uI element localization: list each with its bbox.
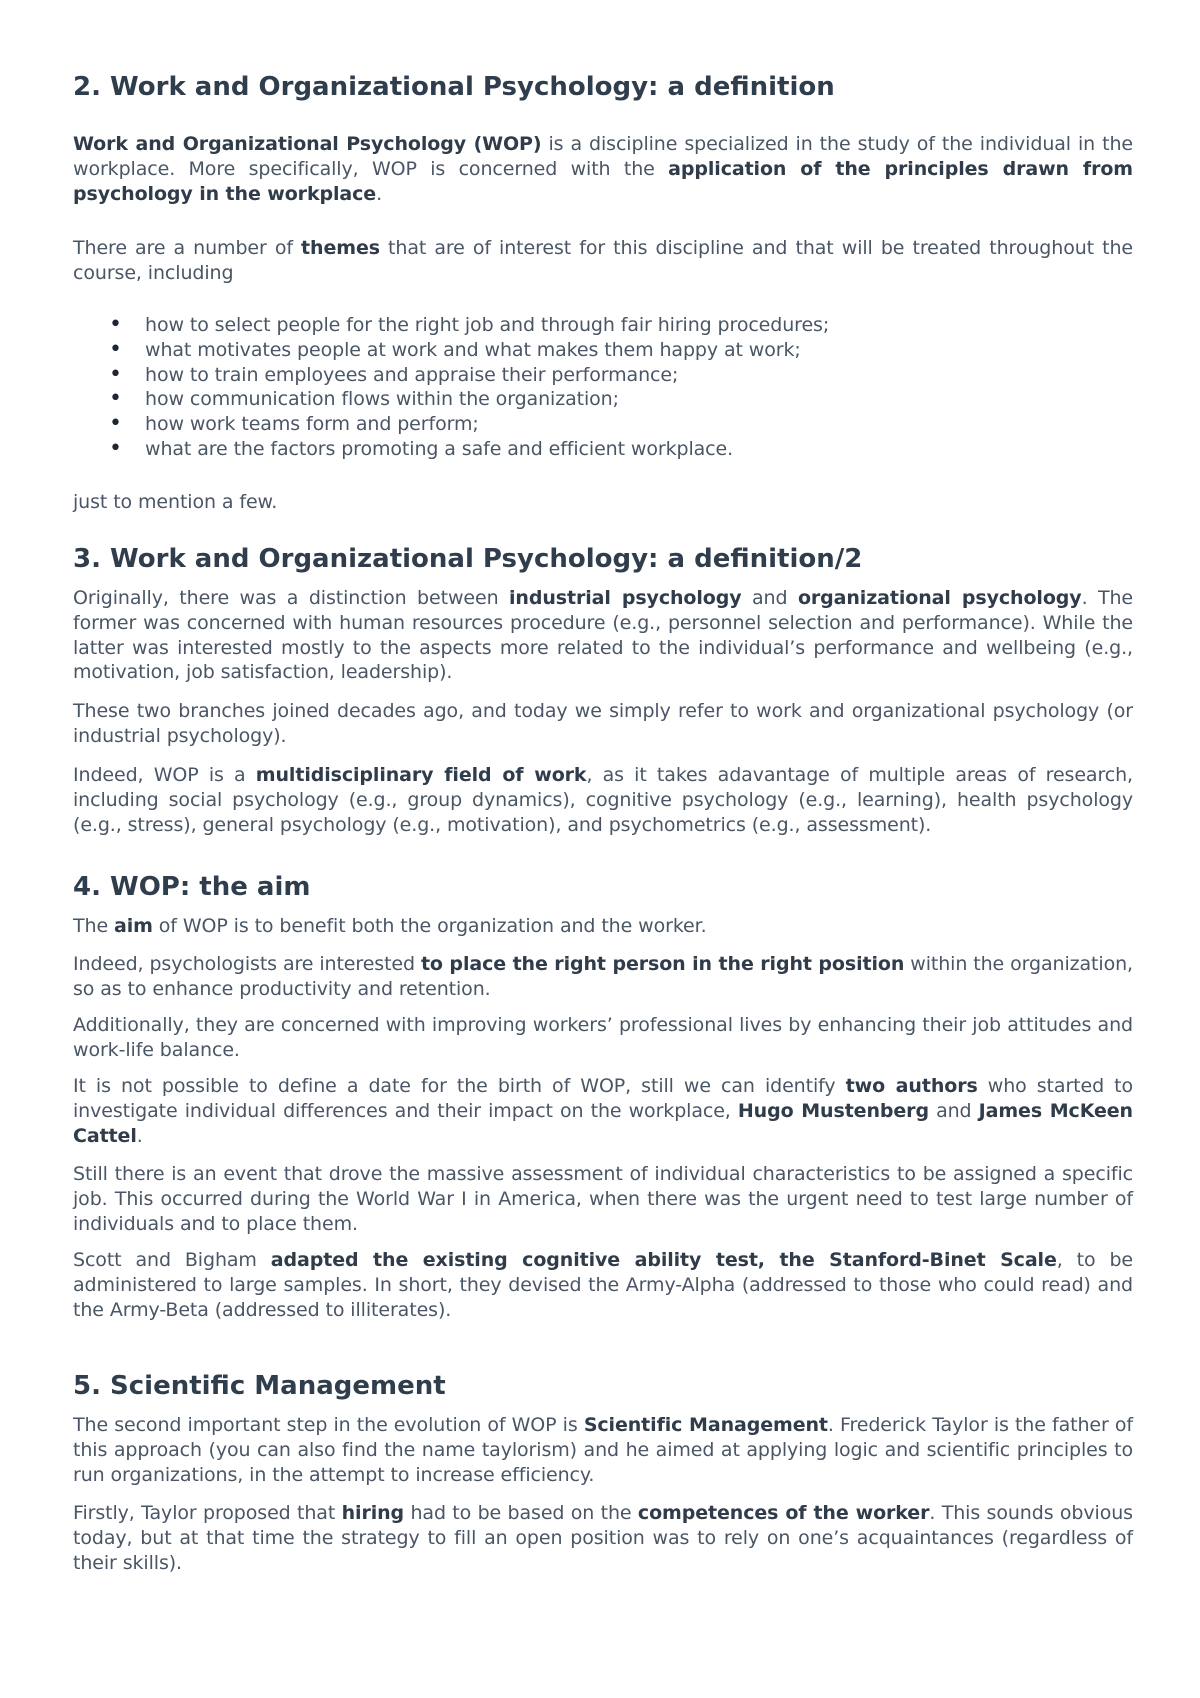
section-4-paragraph-1: The aim of WOP is to benefit both the organization and the worker. [73,915,707,937]
section-5-paragraph-2: Firstly, Taylor proposed that hiring had to be based on the competences of the worker. This sounds obvious today, but at that time the strategy to fill an open position was to rely on one’s acquaintances (regardless of their skills). [73,1502,1133,1574]
section-4-paragraph-6: Scott and Bigham adapted the existing cognitive ability test, the Stanford-Binet Scale, to be administered to large samples. In short, they devised the Army-Alpha (addressed to those who could read) and the Army-Beta (addressed to illiterates). [73,1249,1134,1321]
section-5-heading: 5. Scientific Management [73,1371,446,1401]
list-item: • what are the factors promoting a safe and efficient workplace. [145,437,1133,462]
section-2-paragraph-3: just to mention a few. [73,491,278,513]
bold-phrase: adapted the existing cognitive ability test, the Stanford-Binet Scale [270,1249,1057,1271]
section-3-heading: 3. Work and Organizational Psychology: a definition/2 [73,544,863,574]
section-4-heading: 4. WOP: the aim [73,872,311,902]
list-item: • how to select people for the right job and through fair hiring procedures; [145,313,1133,338]
bold-phrase: competences of the worker [637,1502,930,1524]
bold-phrase: multidisciplinary field of work [255,764,587,786]
bold-phrase: James McKeen Cattel [73,1099,1133,1147]
list-item: • how work teams form and perform; [145,412,1133,437]
bold-phrase: Hugo Mustenberg [737,1099,929,1122]
bold-phrase: aim [113,915,153,937]
bold-phrase: themes [301,237,380,259]
section-5-paragraph-1: The second important step in the evolution of WOP is Scientific Management. Frederick Taylor is the father of this approach (you can also find the name taylorism) and he aimed at applying logic and scientific principles to run organizations, in the attempt to increase efficiency. [73,1414,1133,1486]
section-3-paragraph-1: Originally, there was a distinction between industrial psychology and organizational psychology. The former was concerned with human resources procedure (e.g., personnel selection and performance). While the latter was interested mostly to the aspects more related to the individual’s performance and wellbeing (e.g., motivation, job satisfaction, leadership). [73,587,1134,684]
section-3-paragraph-2: These two branches joined decades ago, and today we simply refer to work and organizational psychology (or industrial psychology). [73,700,1133,747]
section-3-paragraph-3: Indeed, WOP is a multidisciplinary field of work, as it takes adavantage of multiple areas of research, including social psychology (e.g., group dynamics), cognitive psychology (e.g., learning), health psychology (e.g., stress), general psychology (e.g., motivation), and psychometrics (e.g., assessment). [73,764,1133,836]
bold-phrase: application of the principles drawn from psychology in the workplace [73,157,1133,205]
section-2-paragraph-1: Work and Organizational Psychology (WOP) is a discipline specialized in the study of the individual in the workplace. More specifically, WOP is concerned with the application of the principles drawn from psychology in the workplace. [73,133,1134,205]
section-4-paragraph-2: Indeed, psychologists are interested to place the right person in the right position within the organization, so as to enhance productivity and retention. [73,953,1133,1000]
bold-phrase: organizational psychology [797,587,1082,609]
section-4-paragraph-5: Still there is an event that drove the massive assessment of individual characteristics to be assigned a specific job. This occurred during the World War I in America, when there was the urgent need to test large number of individuals and to place them. [73,1163,1133,1235]
bold-phrase: Work and Organizational Psychology (WOP) [73,133,542,155]
list-item: • what motivates people at work and what makes them happy at work; [145,338,1133,363]
bold-phrase: two authors [845,1075,978,1097]
section-4-paragraph-4: It is not possible to define a date for the birth of WOP, still we can identify two authors who started to investigate individual differences and their impact on the workplace, Hugo Mustenberg and James McKeen Cattel. [73,1075,1134,1147]
bold-phrase: Scientific Management [583,1414,828,1436]
list-item: • how communication flows within the organization; [145,387,1133,412]
list-item: • how to train employees and appraise their performance; [145,363,1133,388]
bold-phrase: to place the right person in the right position [420,953,905,975]
section-2-paragraph-2: There are a number of themes that are of interest for this discipline and that will be treated throughout the course, including [73,237,1133,284]
section-4-paragraph-3: Additionally, they are concerned with improving workers’ professional lives by enhancing their job attitudes and work-life balance. [73,1014,1133,1061]
section-2-heading: 2. Work and Organizational Psychology: a definition [73,72,835,102]
themes-list [73,313,1133,462]
bold-phrase: industrial psychology [509,587,742,609]
bold-phrase: hiring [341,1502,405,1524]
